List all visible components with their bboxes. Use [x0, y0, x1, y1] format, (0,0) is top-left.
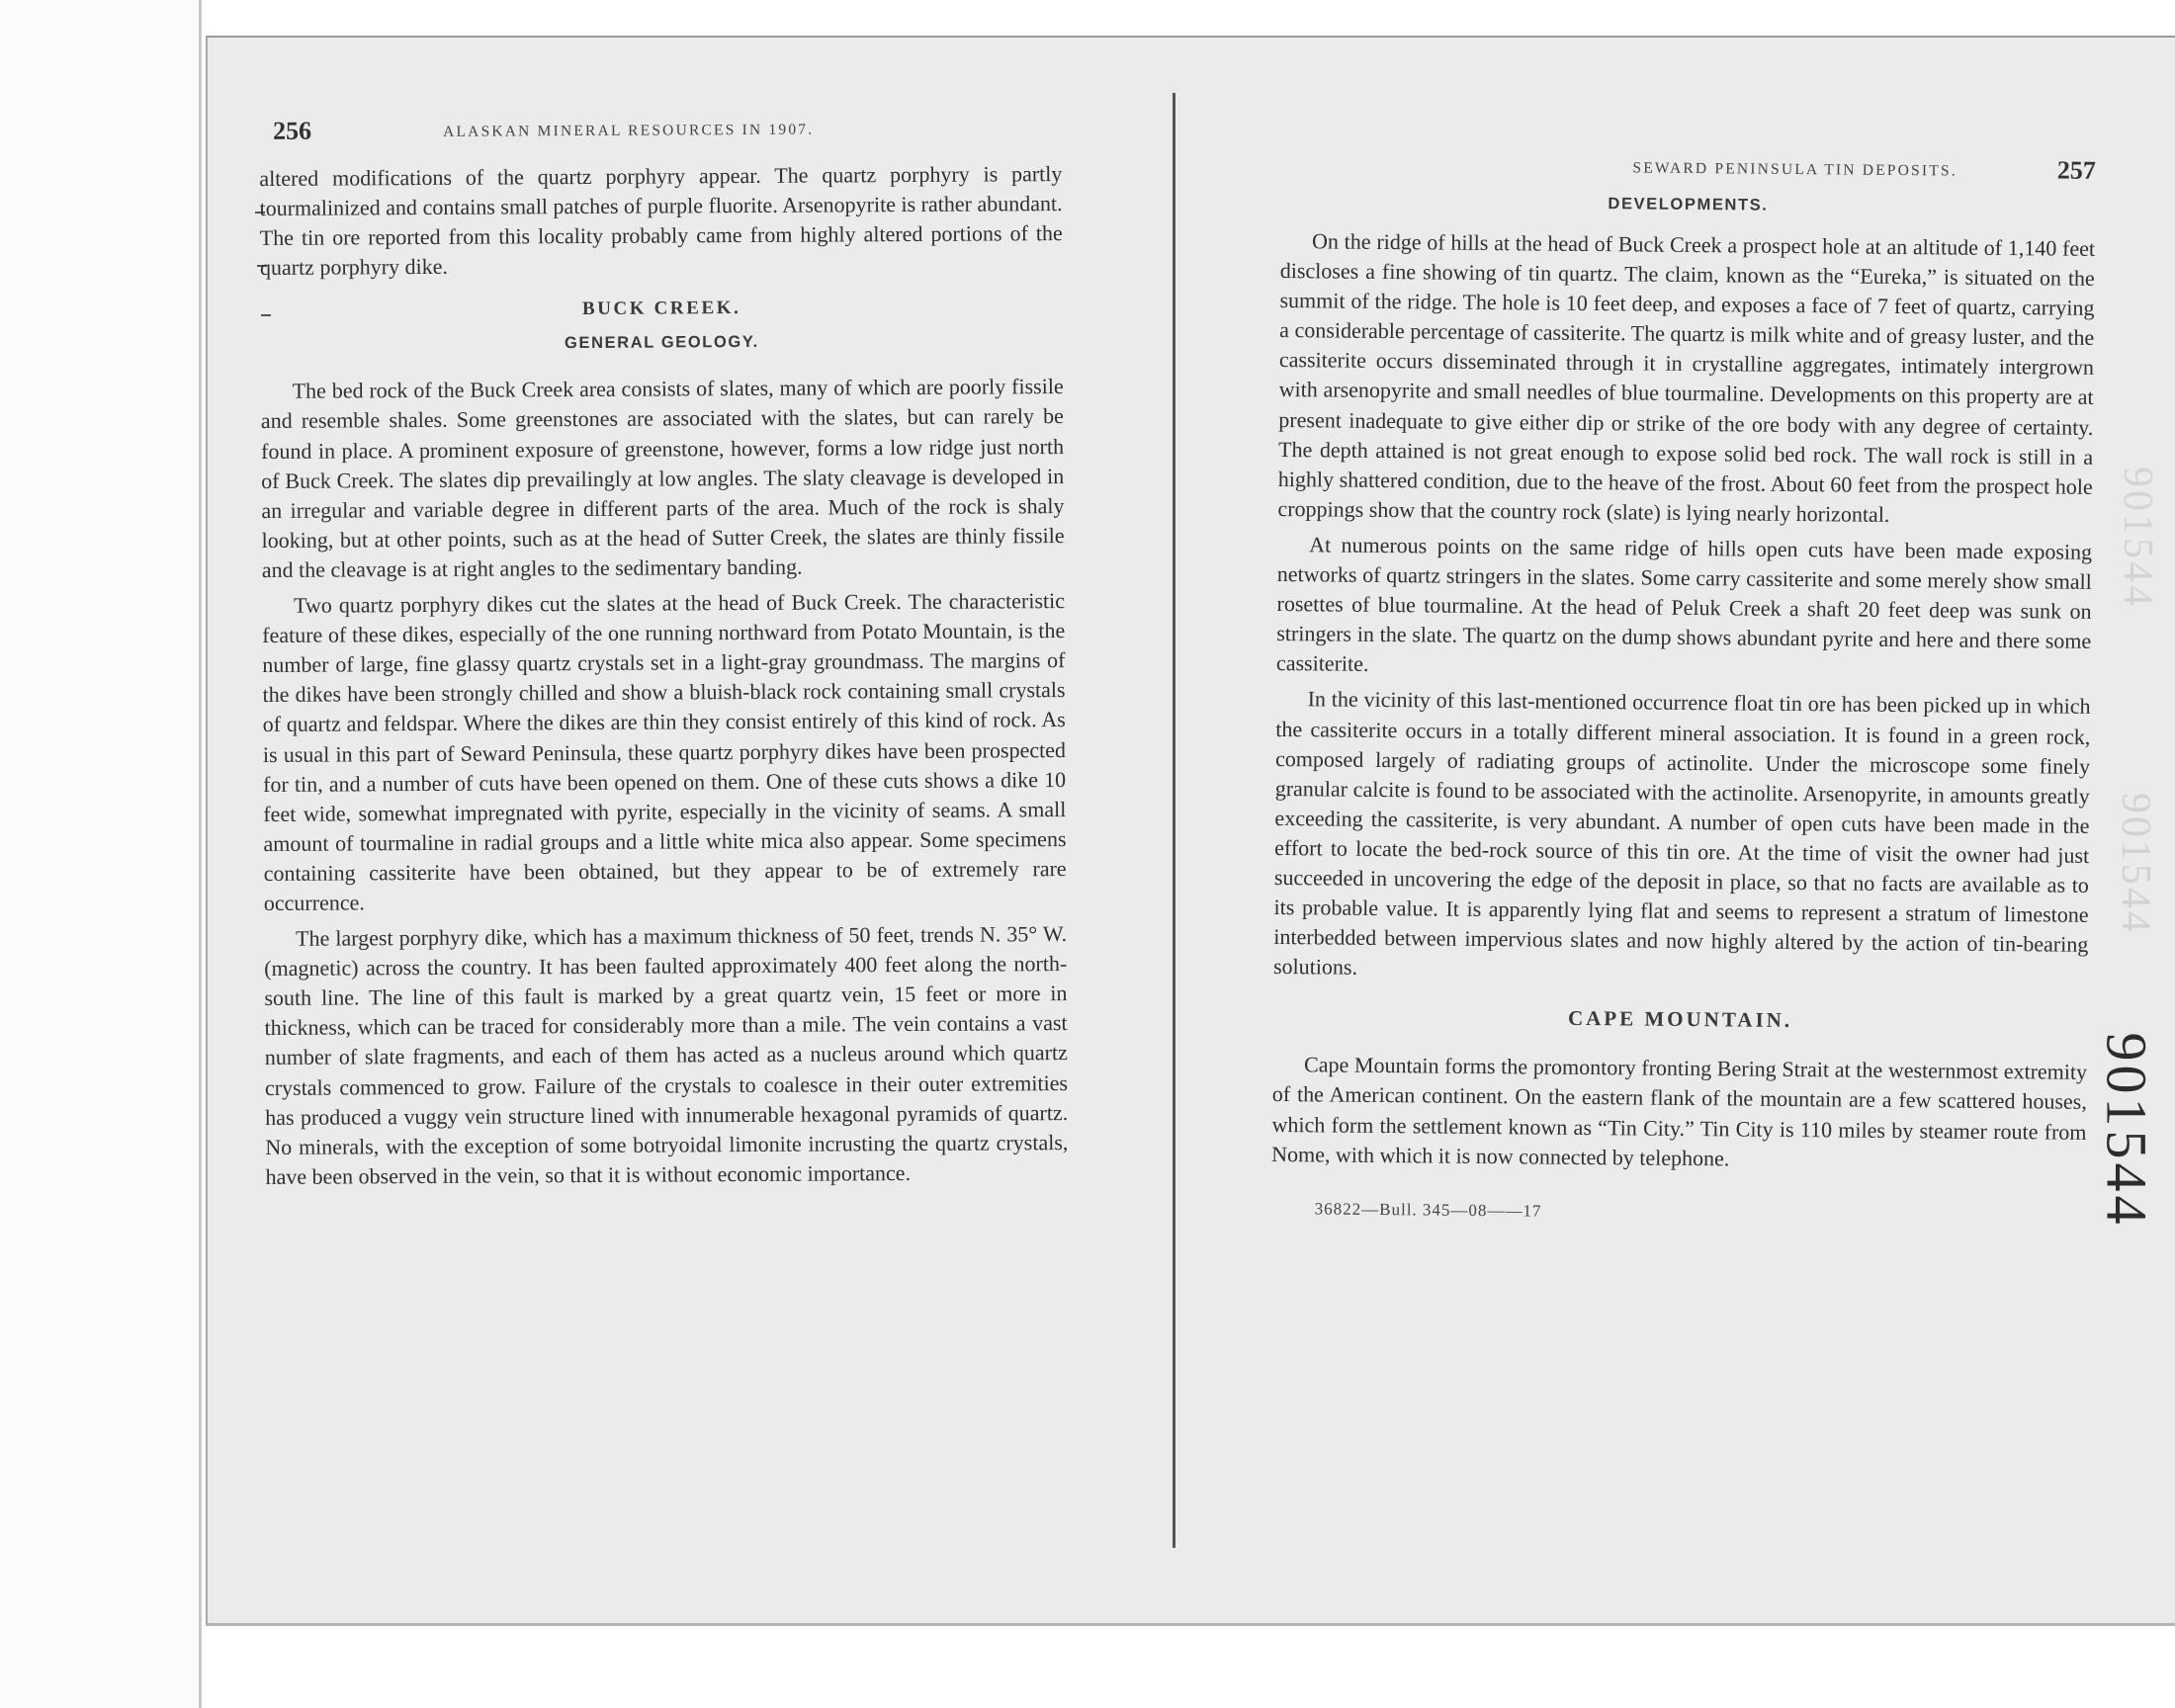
paragraph: altered modifications of the quartz porphyry appear. The quartz porphyry is partly tourmalinized and contains small patches of purple fluorite. Arsenopyrite is rather abundant. The tin ore reported from this locality probably came from highly altered portions of the quartz porphyry dike. [259, 161, 1063, 281]
running-head [259, 112, 1062, 150]
scanner-margin [0, 0, 201, 1708]
paragraph: The largest porphyry dike, which has a maximum thickness of 50 feet, trends N. 35° W. (magnetic) across the country. It has been faulted approximately 400 feet along the north-south line. The line of this fault is marked by a great quartz vein, 15 feet or more in thickness, which can be traced for considerably more than a mile. The vein contains a vast number of slate fragments, and each of them has acted as a nucleus around which quartz crystals commenced to grow. Failure of the crystals to coalesce in their outer extremities has produced a vuggy vein structure lined with innumerable hexagonal pyramids of quartz. No minerals, with the exception of some botryoidal limonite incrusting the quartz crystals, have been observed in the vein, so that it is without economic importance. [264, 921, 1069, 1189]
page-number: 257 [2056, 155, 2096, 185]
paragraph: The bed rock of the Buck Creek area consists of slates, many of which are poorly fissile and resemble shales. Some greenstones are associated with the slates, but can rarely be found in place. A prominent exposure of greenstone, however, forms a low ridge just north of Buck Creek. The slates dip prevailingly at low angles. The slaty cleavage is developed in an irregular and variable degree in different parts of the area. Much of the rock is shaly looking, but at other points, such as at the head of Sutter Creek, the slates are thinly fissile and the cleavage is at right angles to the sedimentary banding. [260, 374, 1065, 582]
right-page [1271, 148, 2096, 1227]
running-title: ALASKAN MINERAL RESOURCES IN 1907. [443, 121, 815, 140]
page-number: 256 [272, 116, 312, 145]
left-page [259, 112, 1069, 1192]
footer-signature-line: 36822—Bull. 345—08——17 [1314, 1199, 1542, 1221]
page-gutter [1173, 93, 1175, 1548]
section-heading: BUCK CREEK. [581, 298, 741, 320]
accession-stamp: 901544 [2094, 1032, 2159, 1229]
paragraph: In the vicinity of this last-mentioned occurrence float tin ore has been picked up in which the cassiterite occurs in a totally different mineral association. It is found in a green rock, composed largely of radiating groups of actinolite. Under the microscope some finely granular calcite is found to be associated with the actinolite. Arsenopyrite, in amounts greatly exceeding the cassiterite, is very abundant. A number of open cuts have been made in the effort to locate the bed-rock source of this tin ore. At the time of visit the owner had just succeeded in uncovering the edge of the deposit in place, so that no facts are available as to its probable value. It is apparently lying flat and seems to represent a stratum of limestone interbedded between impervious slates and now highly altered by the action of tin-bearing solutions. [1272, 686, 2091, 981]
paragraph: On the ridge of hills at the head of Buck Creek a prospect hole at an altitude of 1,140 feet discloses a fine showing of tin quartz. The claim, known as the “Eureka,” is situated on the summit of the ridge. The hole is 10 feet deep, and exposes a face of 7 feet of quartz, carrying a considerable percentage of cassiterite. The quartz is milk white and of greasy luster, and the cassiterite occurs disseminated through it in crystalline aggregates, intimately intergrown with arsenopyrite and small needles of blue tourmaline. Developments on this property are at present inadequate to give either dip or strike of the ore body with any degree of certainty. The depth attained is not great enough to expose solid bed rock. The wall rock is still in a highly shattered condition, due to the heave of the frost. About 60 feet from the prospect hole croppings show that the country rock (slate) is lying nearly horizontal. [1277, 228, 2096, 527]
running-title: SEWARD PENINSULA TIN DEPOSITS. [1632, 159, 1958, 180]
paragraph: At numerous points on the same ridge of hills open cuts have been made exposing networks of quartz stringers in the slates. Some carry cassiterite and some merely show small rosettes of blue tourmaline. At the head of Peluk Creek a shaft 20 feet deep was sunk on stringers in the slate. The quartz on the dump shows abundant pyrite and here and there some cassiterite. [1275, 532, 2093, 677]
section-heading: CAPE MOUNTAIN. [1567, 1006, 1793, 1033]
bleed-through-stamp: 901544 [2113, 793, 2158, 935]
bleed-through-stamp: 901544 [2115, 467, 2160, 609]
running-head [1281, 148, 2096, 190]
sub-heading: GENERAL GEOLOGY. [564, 333, 759, 353]
paragraph: Cape Mountain forms the promontory fronting Bering Strait at the westernmost extremity of the American continent. On the eastern flank of the mountain are a few scattered houses, which form the settlement known as “Tin City.” Tin City is 110 miles by steamer route from Nome, with which it is now connected by telephone. [1271, 1052, 2088, 1171]
paragraph: Two quartz porphyry dikes cut the slates at the head of Buck Creek. The characteristic feature of these dikes, especially of the one running northward from Potato Mountain, is the number of large, fine glassy quartz crystals set in a light-gray groundmass. The margins of the dikes have been strongly chilled and show a bluish-black rock containing small crystals of quartz and feldspar. Where the dikes are thin they consist entirely of this kind of rock. As is usual in this part of Seward Peninsula, these quartz porphyry dikes have been prospected for tin, and a number of cuts have been opened on them. One of these cuts shows a dike 10 feet wide, somewhat impregnated with pyrite, especially in the vicinity of seams. A small amount of tourmaline in radial groups and a little white mica also appear. Some specimens containing cassiterite have been obtained, but they appear to be of extremely rare occurrence. [262, 588, 1067, 915]
sub-heading: DEVELOPMENTS. [1608, 195, 1769, 214]
scanner-edge-line [199, 0, 202, 1708]
